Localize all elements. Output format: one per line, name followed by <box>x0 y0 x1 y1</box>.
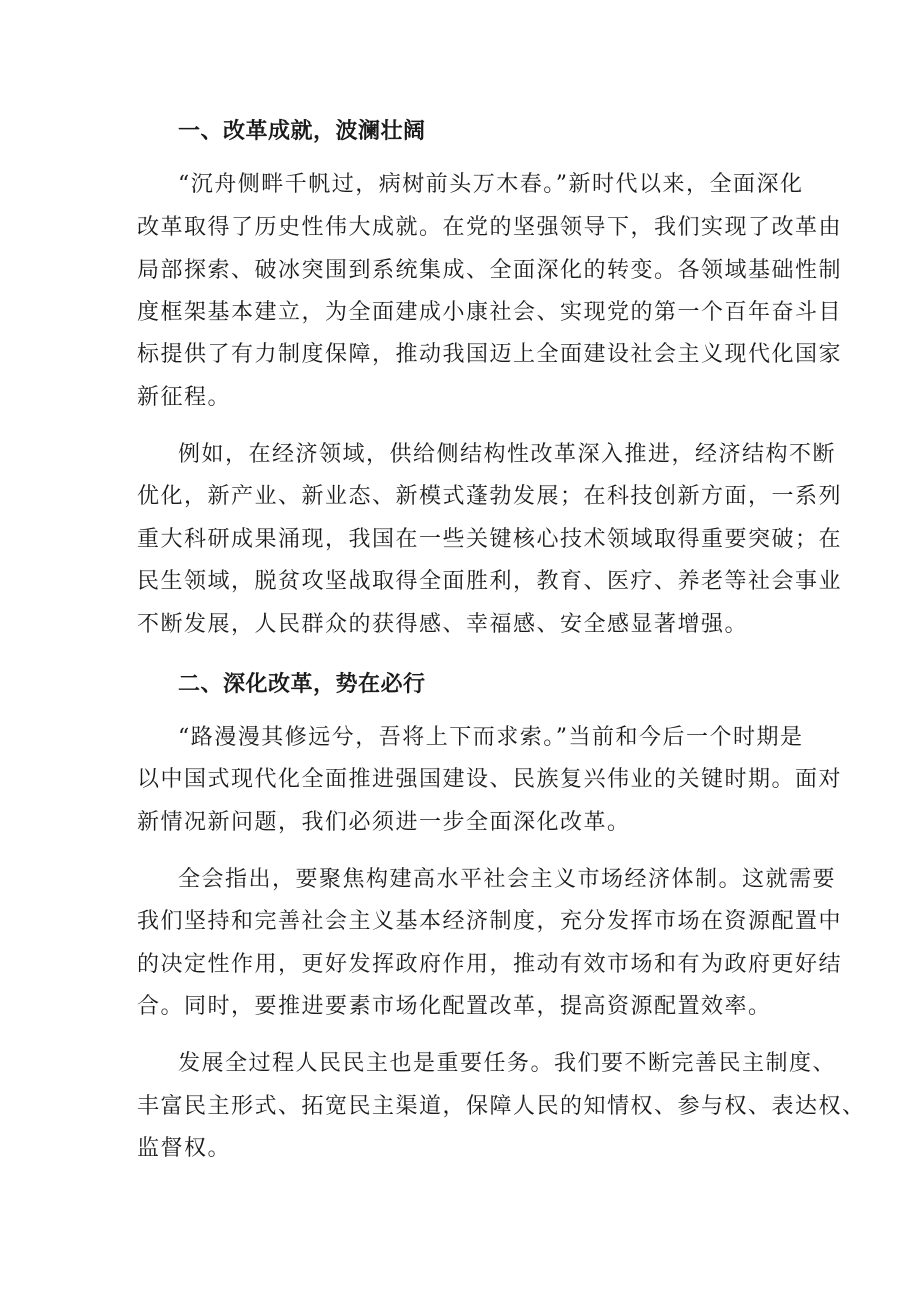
text-line: 新征程。 <box>137 385 232 410</box>
text-line: 民生领域，脱贫攻坚战取得全面胜利，教育、医疗、养老等社会事业 <box>137 569 843 594</box>
text-line: 重大科研成果涌现，我国在一些关键核心技术领域取得重要突破；在 <box>137 527 843 552</box>
text-line: 例如，在经济领域，供给侧结构性改革深入推进，经济结构不断 <box>178 442 837 467</box>
text-line: “沉舟侧畔千帆过，病树前头万木春。”新时代以来，全面深化 <box>178 172 804 197</box>
text-line: 标提供了有力制度保障，推动我国迈上全面建设社会主义现代化国家 <box>137 342 843 367</box>
text-line: 丰富民主形式、拓宽民主渠道，保障人民的知情权、参与权、表达权、 <box>137 1094 866 1119</box>
text-line: 发展全过程人民民主也是重要任务。我们要不断完善民主制度、 <box>178 1051 837 1076</box>
text-line: 局部探索、破冰突围到系统集成、全面深化的转变。各领域基础性制 <box>137 258 843 283</box>
text-line: 优化，新产业、新业态、新模式蓬勃发展；在科技创新方面，一系列 <box>137 484 843 509</box>
text-line: 以中国式现代化全面推进强国建设、民族复兴伟业的关键时期。面对 <box>137 767 843 792</box>
text-line: 新情况新问题，我们必须进一步全面深化改革。 <box>137 810 631 835</box>
text-line: 全会指出，要聚焦构建高水平社会主义市场经济体制。这就需要 <box>178 867 837 892</box>
text-line: 我们坚持和完善社会主义基本经济制度，充分发挥市场在资源配置中 <box>137 909 843 934</box>
text-line: 改革取得了历史性伟大成就。在党的坚强领导下，我们实现了改革由 <box>137 215 843 240</box>
text-line: 的决定性作用，更好发挥政府作用，推动有效市场和有为政府更好结 <box>137 952 843 977</box>
section-heading: 一、改革成就，波澜壮阔 <box>178 119 426 144</box>
text-line: 监督权。 <box>137 1136 232 1161</box>
text-line: 度框架基本建立，为全面建成小康社会、实现党的第一个百年奋斗目 <box>137 300 843 325</box>
section-heading: 二、深化改革，势在必行 <box>178 672 426 697</box>
text-line: “路漫漫其修远兮，吾将上下而求索。”当前和今后一个时期是 <box>178 725 804 750</box>
text-line: 不断发展，人民群众的获得感、幸福感、安全感显著增强。 <box>137 612 749 637</box>
text-line: 合。同时，要推进要素市场化配置改革，提高资源配置效率。 <box>137 994 772 1019</box>
